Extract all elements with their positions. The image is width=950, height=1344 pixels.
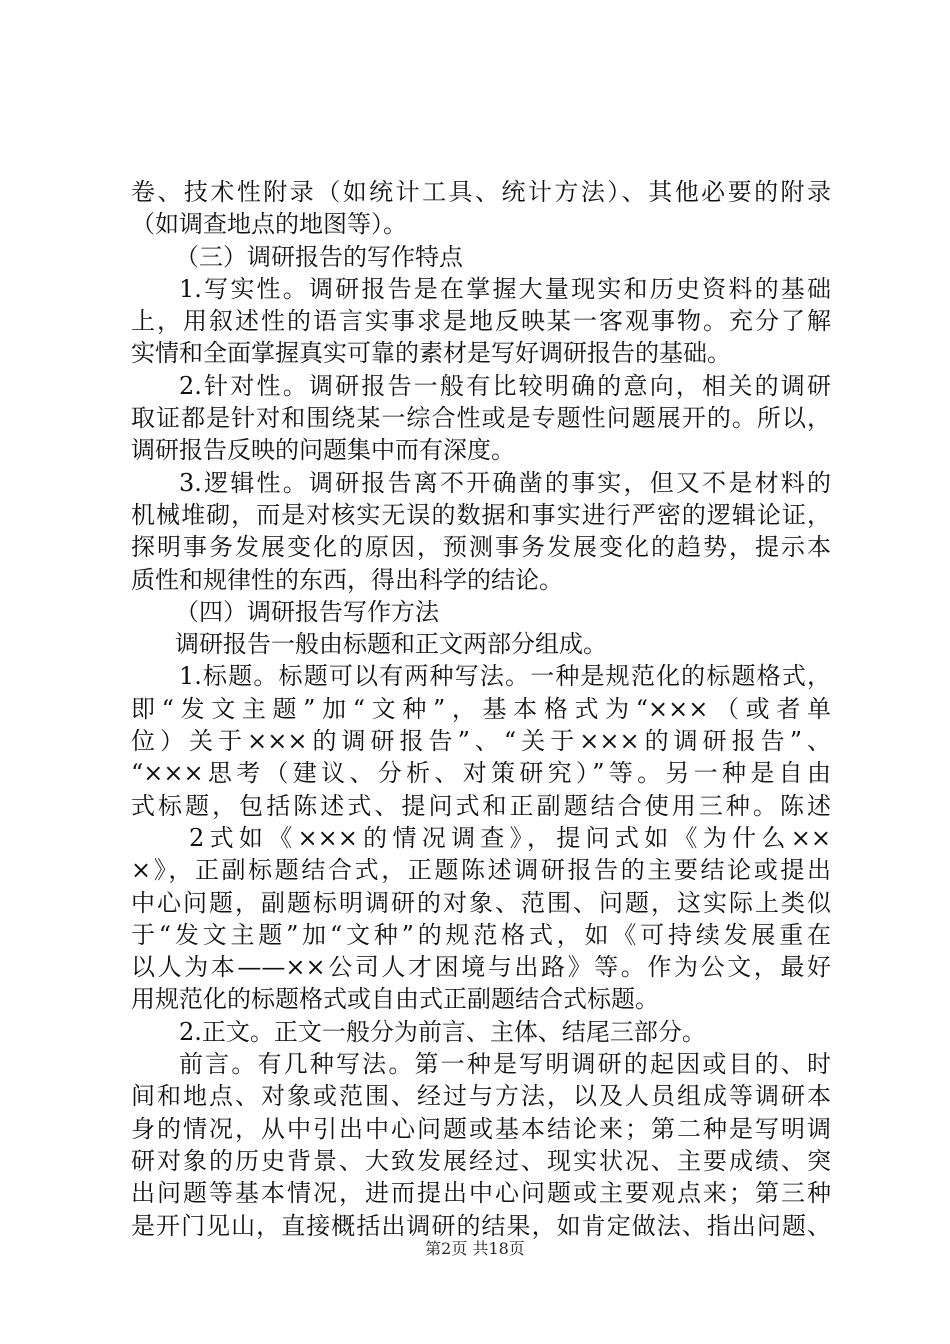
text-line: 用规范化的标题格式或自由式正副题结合式标题。 — [131, 985, 659, 1014]
text-line: 机械堆砌，而是对核实无误的数据和事实进行严密的逻辑论证， — [131, 500, 831, 529]
text-line: 1.标题。标题可以有两种写法。一种是规范化的标题格式， — [179, 662, 831, 691]
page-number-footer: 第2页 共18页 — [425, 1239, 525, 1258]
text-line: （如调查地点的地图等）。 — [131, 210, 407, 239]
text-line: 是开门见山，直接概括出调研的结果，如肯定做法、指出问题、 — [131, 1211, 831, 1240]
text-line: 出问题等基本情况，进而提出中心问题或主要观点来；第三种 — [131, 1179, 831, 1208]
text-line: 2式如《×××的情况调查》，提问式如《为什么×× — [189, 823, 831, 852]
text-line: 2.针对性。调研报告一般有比较明确的意向，相关的调研 — [179, 371, 831, 400]
text-line: 调研报告一般由标题和正文两部分组成。 — [175, 630, 607, 659]
text-line: 调研报告反映的问题集中而有深度。 — [131, 436, 515, 465]
section-heading: （四）调研报告写作方法 — [175, 597, 439, 626]
text-line: 式标题，包括陈述式、提问式和正副题结合使用三种。陈述 — [131, 791, 831, 820]
text-line: 卷、技术性附录（如统计工具、统计方法）、其他必要的附录 — [131, 178, 831, 206]
text-line: 研对象的历史背景、大致发展经过、现实状况、主要成绩、突 — [131, 1146, 831, 1175]
text-line: 前言。有几种写法。第一种是写明调研的起因或目的、时 — [179, 1050, 831, 1079]
text-line: 于“发文主题”加“文种”的规范格式，如《可持续发展重在 — [131, 920, 831, 949]
text-line: 以人为本——××公司人才困境与出路》等。作为公文，最好 — [131, 953, 831, 982]
text-line: 身的情况，从中引出中心问题或基本结论来；第二种是写明调 — [131, 1114, 831, 1143]
text-line: “×××思考（建议、分析、对策研究）”等。另一种是自由 — [131, 759, 831, 788]
text-line: 中心问题，副题标明调研的对象、范围、问题，这实际上类似 — [131, 888, 831, 917]
text-line: 质性和规律性的东西，得出科学的结论。 — [131, 565, 563, 594]
text-line: 上，用叙述性的语言实事求是地反映某一客观事物。充分了解 — [131, 307, 831, 336]
text-line: 间和地点、对象或范围、经过与方法，以及人员组成等调研本 — [131, 1082, 831, 1111]
text-line: 探明事务发展变化的原因，预测事务发展变化的趋势，提示本 — [131, 533, 831, 562]
text-line: 1.写实性。调研报告是在掌握大量现实和历史资料的基础 — [179, 274, 831, 303]
section-heading: （三）调研报告的写作特点 — [175, 242, 463, 271]
text-line: 3.逻辑性。调研报告离不开确凿的事实，但又不是材料的 — [179, 468, 831, 497]
text-line: ×》，正副标题结合式，正题陈述调研报告的主要结论或提出 — [131, 856, 831, 885]
text-line: 取证都是针对和围绕某一综合性或是专题性问题展开的。所以， — [131, 404, 831, 433]
text-line: 即“发文主题”加“文种”，基本格式为“×××（或者单 — [131, 694, 831, 723]
document-body — [131, 176, 831, 1242]
text-line: 位）关于×××的调研报告”、“关于×××的调研报告”、 — [131, 727, 831, 756]
text-line: 2.正文。正文一般分为前言、主体、结尾三部分。 — [179, 1017, 706, 1046]
text-line: 实情和全面掌握真实可靠的素材是写好调研报告的基础。 — [131, 339, 731, 368]
